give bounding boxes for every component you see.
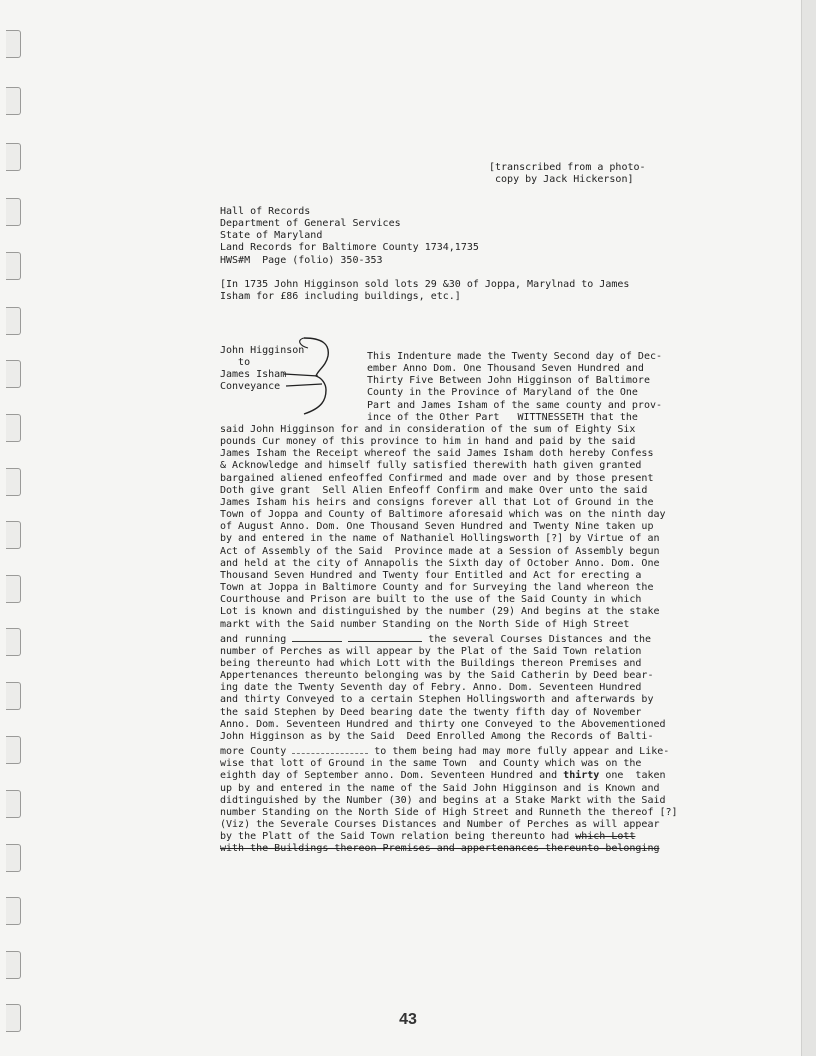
- blank-underline: [292, 631, 342, 642]
- punch-hole: [6, 87, 21, 115]
- deed-body: [220, 424, 678, 855]
- body-line: Town of Joppa and County of Baltimore aforesaid which was on the ninth day: [220, 509, 666, 521]
- summary-note: [220, 279, 629, 303]
- body-line: Town at Joppa in Baltimore County and for Surveying the land whereon the: [220, 582, 654, 594]
- header-line: Hall of Records: [220, 206, 311, 217]
- punch-hole: [6, 628, 21, 656]
- body-line: Lot is known and distinguished by the number (29) And begins at the stake: [220, 606, 660, 618]
- body-line: & Acknowledge and himself fully satisfied therewith hath given granted: [220, 460, 642, 472]
- punch-hole: [6, 468, 21, 496]
- punch-hole: [6, 790, 21, 818]
- county-end: to them being had may more fully appear and Like-: [368, 746, 670, 758]
- caption-line: John Higginson: [220, 345, 305, 356]
- punch-hole: [6, 844, 21, 872]
- body-line: number of Perches as will appear by the Plat of the Said Town relation: [220, 645, 642, 657]
- summary-line: Isham for £86 including buildings, etc.]: [220, 291, 461, 303]
- body-line: wise that lott of Ground in the same Town and County which was on the: [220, 758, 642, 770]
- intro-line: Part and James Isham of the same county and prov-: [367, 399, 663, 411]
- body-line: up by and entered in the name of the Said John Higginson and is Known and: [220, 782, 660, 794]
- punch-hole: [6, 521, 21, 549]
- punch-hole: [6, 252, 21, 280]
- body-line: John Higginson as by the Said Deed Enrolled Among the Records of Balti-: [220, 730, 654, 742]
- running-end: the several Courses Distances and the: [422, 633, 652, 645]
- body-line: and held at the city of Annapolis the Sixth day of October Anno. Dom. One: [220, 557, 660, 569]
- running-start: and running: [220, 633, 293, 645]
- punch-hole: [6, 143, 21, 171]
- punch-hole: [6, 414, 21, 442]
- note-line: [transcribed from a photo-: [489, 162, 646, 173]
- intro-line: This Indenture made the Twenty Second day of Dec-: [367, 351, 663, 362]
- page-number: 43: [399, 1011, 417, 1028]
- eighth-line: [220, 770, 678, 782]
- punch-hole: [6, 360, 21, 388]
- eighth-bold: thirty: [563, 770, 600, 782]
- intro-line: ember Anno Dom. One Thousand Seven Hundred and: [367, 363, 644, 375]
- punch-hole: [6, 897, 21, 925]
- summary-line: [In 1735 John Higginson sold lots 29 &30 of Joppa, Marylnad to James: [220, 279, 630, 290]
- last-line: [220, 831, 678, 843]
- punch-hole: [6, 736, 21, 764]
- body-line: Act of Assembly of the Said Province made at a Session of Assembly begun: [220, 545, 660, 557]
- handdrawn-brace-icon: [256, 334, 346, 424]
- body-line: (Viz) the Severale Courses Distances and Number of Perches as will appear: [220, 819, 660, 830]
- eighth-end: one taken: [599, 770, 666, 782]
- header-line: Land Records for Baltimore County 1734,1735: [220, 242, 479, 254]
- last-start: by the Platt of the Said Town relation being thereunto had: [220, 831, 576, 843]
- eighth-start: eighth day of September anno. Dom. Seventeen Hundred and: [220, 770, 564, 782]
- intro-paragraph: [367, 351, 662, 424]
- struck-text: which Lott: [575, 831, 636, 843]
- punch-hole: [6, 307, 21, 335]
- note-line: copy by Jack Hickerson]: [489, 174, 634, 186]
- body-line: didtinguished by the Number (30) and begins at a Stake Markt with the Said: [220, 794, 666, 806]
- intro-line: ince of the Other Part WITTNESSETH that the: [367, 411, 638, 423]
- header-line: Department of General Services: [220, 218, 401, 230]
- header-line: State of Maryland: [220, 230, 323, 242]
- caption-line: Conveyance: [220, 381, 281, 393]
- body-line: James Isham the Receipt whereof the said James Isham doth hereby Confess: [220, 448, 654, 460]
- struck-line: with the Buildings thereon Premises and appertenances thereunto belonging: [220, 843, 660, 855]
- body-line: being thereunto had which Lott with the Buildings thereon Premises and: [220, 657, 642, 669]
- county-line: [220, 743, 678, 758]
- body-line: ing date the Twenty Seventh day of Febry. Anno. Dom. Seventeen Hundred: [220, 682, 642, 694]
- caption-line: to: [220, 357, 251, 369]
- body-line: and thirty Conveyed to a certain Stephen Hollingsworth and afterwards by: [220, 694, 654, 706]
- page-edge: [801, 0, 816, 1056]
- county-start: more County: [220, 746, 293, 758]
- punch-hole: [6, 575, 21, 603]
- body-line: number Standing on the North Side of High Street and Runneth the thereof [?]: [220, 806, 678, 818]
- intro-line: Thirty Five Between John Higginson of Baltimore: [367, 375, 650, 387]
- header-line: HWS#M Page (folio) 350-353: [220, 254, 383, 266]
- body-line: markt with the Said number Standing on the North Side of High Street: [220, 618, 630, 630]
- body-line: Appertenances thereunto belonging was by the Said Catherin by Deed bear-: [220, 670, 654, 682]
- archive-header: [220, 206, 479, 267]
- body-line: Doth give grant Sell Alien Enfeoff Confirm and make Over unto the said: [220, 484, 648, 496]
- body-line: James Isham his heirs and consigns forever all that Lot of Ground in the: [220, 496, 654, 508]
- punch-hole: [6, 30, 21, 58]
- body-line: bargained aliened enfeoffed Confirmed and made over and by those present: [220, 472, 654, 484]
- body-line: Thousand Seven Hundred and Twenty four Entitled and Act for erecting a: [220, 569, 642, 581]
- blank-dashed: [292, 743, 368, 754]
- body-line: Courthouse and Prison are built to the use of the Said County in which: [220, 594, 642, 606]
- intro-line: County in the Province of Maryland of the One: [367, 387, 638, 399]
- body-line: by and entered in the name of Nathaniel Hollingsworth [?] by Virtue of an: [220, 533, 660, 545]
- body-line: the said Stephen by Deed bearing date the twenty fifth day of November: [220, 706, 642, 718]
- body-line: Anno. Dom. Seventeen Hundred and thirty one Conveyed to the Abovementioned: [220, 718, 666, 730]
- body-line: of August Anno. Dom. One Thousand Seven Hundred and Twenty Nine taken up: [220, 521, 654, 533]
- transcription-note: [489, 162, 646, 186]
- caption-line: James Isham: [220, 369, 287, 381]
- running-line: [220, 631, 678, 646]
- body-line: pounds Cur money of this province to him in hand and paid by the said: [220, 436, 636, 448]
- blank-underline: [348, 631, 422, 642]
- punch-hole: [6, 198, 21, 226]
- punch-hole: [6, 682, 21, 710]
- body-line: said John Higginson for and in consideration of the sum of Eighty Six: [220, 424, 636, 435]
- punch-hole: [6, 951, 21, 979]
